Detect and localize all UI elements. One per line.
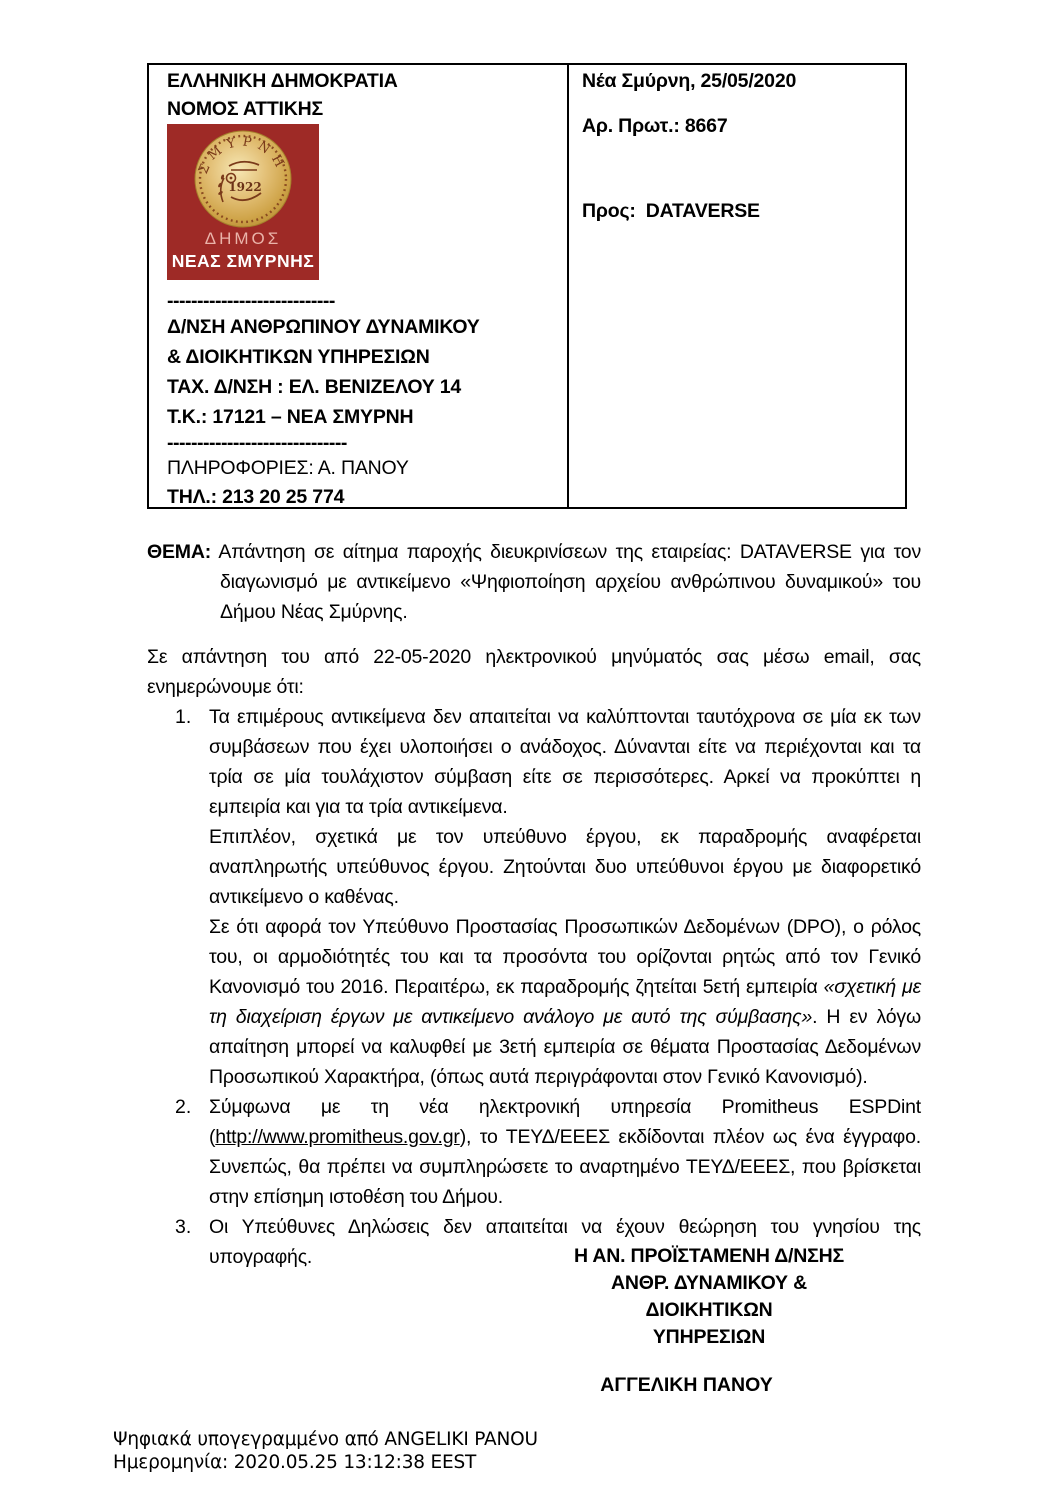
signatory-name: ΑΓΓΕΛΙΚΗ ΠΑΝΟΥ bbox=[600, 1374, 773, 1396]
department-line-1: Δ/ΝΣΗ ΑΝΘΡΩΠΙΝΟΥ ΔΥΝΑΜΙΚΟΥ bbox=[167, 316, 480, 338]
letterhead-right-cell bbox=[569, 65, 905, 507]
department-line-2: & ΔΙΟΙΚΗΤΙΚΩΝ ΥΠΗΡΕΣΙΩΝ bbox=[167, 346, 430, 368]
logo-caption-dimos: ΔΗΜΟΣ bbox=[204, 229, 282, 248]
digital-signature-stamp bbox=[113, 1428, 538, 1474]
contact-person-line: ΠΛΗΡΟΦΟΡΙΕΣ: Α. ΠΑΝΟΥ bbox=[167, 457, 409, 479]
intro-paragraph: Σε απάντηση του από 22-05-2020 ηλεκτρονικού μηνύματός σας μέσω email, σας ενημερώνουμε ότι: bbox=[147, 646, 921, 698]
item1-p3-quote: «σχετική με τη διαχείριση έργων με αντικείμενο ανάλογο με αυτό της σύμβασης» bbox=[209, 976, 921, 1028]
signatory-title-line-3: ΥΠΗΡΕΣΙΩΝ bbox=[652, 1326, 766, 1348]
signatory-title-line-2: ΑΝΘΡ. ΔΥΝΑΜΙΚΟΥ & ΔΙΟΙΚΗΤΙΚΩΝ bbox=[611, 1272, 807, 1321]
item2-paragraph bbox=[209, 1092, 921, 1212]
postal-code-line: Τ.Κ.: 17121 – ΝΕΑ ΣΜΥΡΝΗ bbox=[167, 406, 414, 428]
protocol-number-line: Αρ. Πρωτ.: 8667 bbox=[582, 115, 728, 137]
subject-paragraph bbox=[147, 537, 921, 627]
coin-letters: ΣΜΥΡΝΗ bbox=[196, 134, 290, 177]
recipient-label: Προς: bbox=[582, 200, 636, 222]
address-line: ΤΑΧ. Δ/ΝΣΗ : ΕΛ. ΒΕΝΙΖΕΛΟΥ 14 bbox=[167, 376, 462, 398]
digital-signature-line-1: Ψηφιακά υπογεγραμμένο από ANGELIKI PANOU bbox=[113, 1429, 538, 1450]
item1-paragraph-3 bbox=[209, 912, 921, 1092]
prefecture-line: ΝΟΜΟΣ ΑΤΤΙΚΗΣ bbox=[167, 98, 324, 120]
list-item bbox=[147, 1092, 921, 1212]
republic-line: ΕΛΛΗΝΙΚΗ ΔΗΜΟΚΡΑΤΙΑ bbox=[167, 70, 398, 92]
subject-text: Απάντηση σε αίτημα παροχής διευκρινίσεων της εταιρείας: DATAVERSE για τον διαγωνισμό με αντικείμενο «Ψηφιοποίηση αρχείου ανθρώπινου δυναμικού» του Δήμου Νέας Σμύρνης. bbox=[211, 541, 921, 623]
item3-paragraph: Οι Υπεύθυνες Δηλώσεις δεν απαιτείται να έχουν θεώρηση του γνησίου της υπογραφής. bbox=[209, 1216, 921, 1268]
subject-label: ΘΕΜΑ: bbox=[147, 541, 211, 563]
list-item-number: 2. bbox=[175, 1096, 192, 1118]
promitheus-link[interactable]: http://www.promitheus.gov.gr bbox=[215, 1126, 460, 1148]
recipient-line bbox=[582, 197, 899, 225]
digital-signature-line-2: Ημερομηνία: 2020.05.25 13:12:38 EEST bbox=[113, 1452, 477, 1473]
coin-emblem-icon bbox=[193, 129, 293, 229]
list-item bbox=[147, 702, 921, 1092]
letterhead-left-cell bbox=[149, 65, 569, 507]
coin-year: 1922 bbox=[228, 180, 262, 194]
item1-p3-start: Σε ότι αφορά τον Υπεύθυνο Προστασίας Προσωπικών Δεδομένων (DPO), ο ρόλος του, οι αρμοδιότητές του και τα προσόντα του ορίζονται ρητώς από τον Γενικό Κανονισμό του 2016. Περαιτέρω, εκ παραδρομής ζητείται 5ετή εμπειρία bbox=[209, 916, 921, 998]
signatory-title-block bbox=[549, 1243, 869, 1351]
clarifications-list bbox=[147, 702, 921, 1272]
list-item-number: 1. bbox=[175, 706, 192, 728]
item1-paragraph-1: Τα επιμέρους αντικείμενα δεν απαιτείται να καλύπτονται ταυτόχρονα σε μία εκ των συμβάσεων που έχει υλοποιήσει ο ανάδοχος. Δύνανται είτε να περιέχονται και τα τρία σε μία τουλάχιστον σύμβαση είτε σε περισσότερες. Αρκεί να προκύπτει η εμπειρία και για τα τρία αντικείμενα. bbox=[209, 706, 921, 818]
place-date-line: Νέα Σμύρνη, 25/05/2020 bbox=[582, 70, 797, 92]
municipality-logo bbox=[167, 124, 319, 280]
list-item-number: 3. bbox=[175, 1216, 192, 1238]
item1-p3-end: . Η εν λόγω απαίτηση μπορεί να καλυφθεί με 3ετή εμπειρία σε θέματα Προστασίας Δεδομένων Προσωπικού Χαρακτήρα, (όπως αυτά περιγράφονται στον Γενικό Κανονισμό). bbox=[209, 1006, 921, 1088]
item2-pre-link: Σύμφωνα με τη νέα ηλεκτρονική υπηρεσία Promitheus ESPDint ( bbox=[209, 1096, 921, 1148]
item1-paragraph-2: Επιπλέον, σχετικά με τον υπεύθυνο έργου, εκ παραδρομής αναφέρεται αναπληρωτής υπεύθυνος έργου. Ζητούνται δυο υπεύθυνοι έργου με διαφορετικό αντικείμενο ο καθένας. bbox=[209, 826, 921, 908]
letterhead-table bbox=[147, 63, 907, 509]
separator-dashes: ---------------------------- bbox=[167, 290, 335, 312]
phone-line: ΤΗΛ.: 213 20 25 774 bbox=[167, 486, 345, 508]
signatory-title-line-1: Η ΑΝ. ΠΡΟΪΣΤΑΜΕΝΗ Δ/ΝΣΗΣ bbox=[573, 1245, 844, 1267]
logo-caption-neas-smyrnis: ΝΕΑΣ ΣΜΥΡΝΗΣ bbox=[171, 251, 315, 271]
recipient-value: DATAVERSE bbox=[645, 200, 760, 222]
item2-post-link: ), το ΤΕΥΔ/ΕΕΕΣ εκδίδονται πλέον ως ένα έγγραφο. Συνεπώς, θα πρέπει να συμπληρώσετε το αναρτημένο ΤΕΥΔ/ΕΕΕΣ, που βρίσκεται στην επίσημη ιστοθέση του Δήμου. bbox=[209, 1126, 921, 1208]
separator-dashes: ------------------------------ bbox=[167, 432, 347, 454]
